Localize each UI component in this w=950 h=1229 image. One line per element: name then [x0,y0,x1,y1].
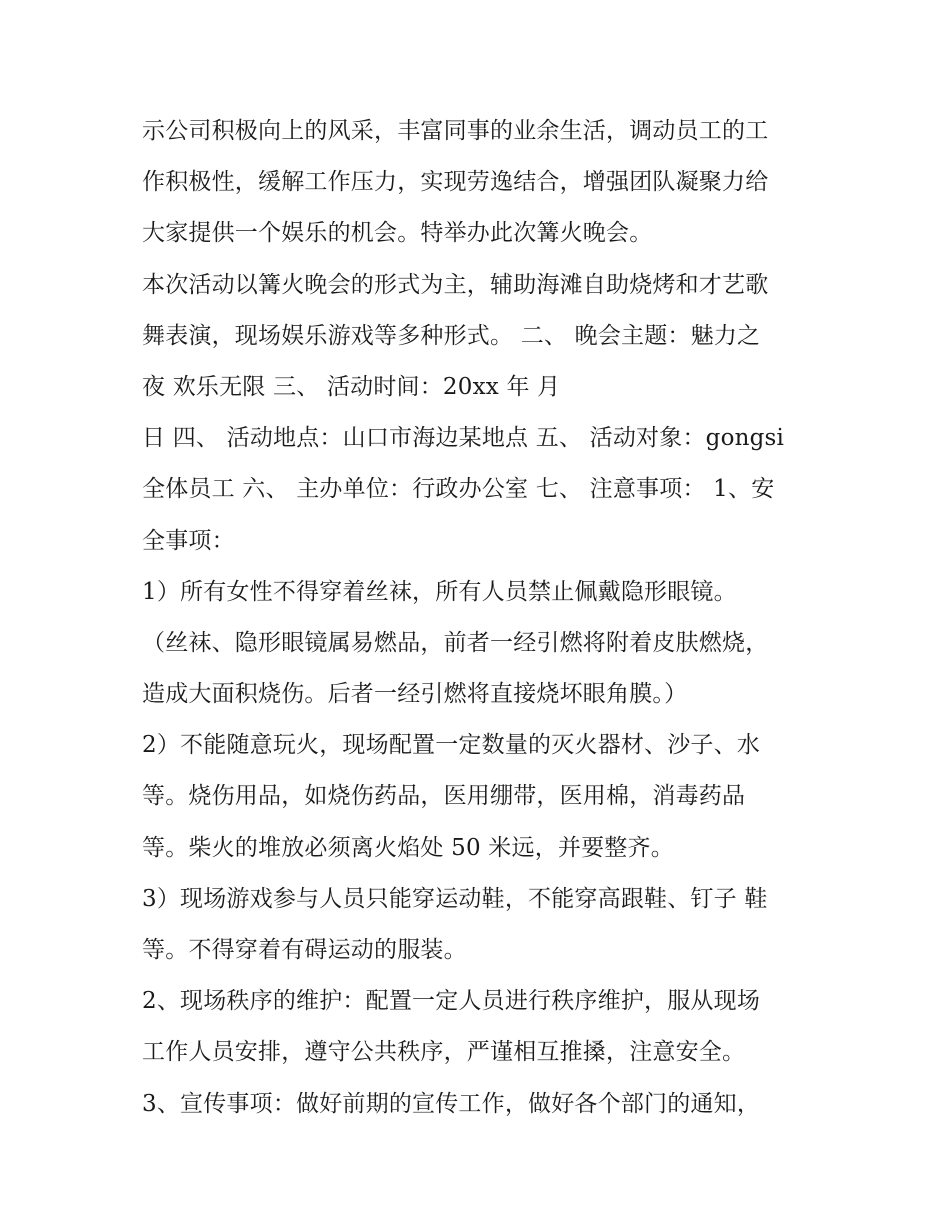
text-line: 2、现场秩序的维护：配置一定人员进行秩序维护，服从现场 [142,988,761,1015]
text-line: 等。烧伤用品，如烧伤药品，医用绷带，医用棉，消毒药品 [142,783,746,810]
text-line: 3）现场游戏参与人员只能穿运动鞋，不能穿高跟鞋、钉子 鞋 [142,885,768,912]
text-line: 夜 欢乐无限 三、 活动时间：20xx 年 月 [142,373,561,400]
text-line: 2）不能随意玩火，现场配置一定数量的灭火器材、沙子、水 [142,732,761,759]
text-line: 本次活动以篝火晚会的形式为主，辅助海滩自助烧烤和才艺歌 [142,271,769,298]
text-line: 全事项： [142,527,235,554]
text-line: 作积极性，缓解工作压力，实现劳逸结合，增强团队凝聚力给 [142,169,769,196]
text-line: 全体员工 六、 主办单位：行政办公室 七、 注意事项： 1、安 [142,476,775,503]
text-line: 1）所有女性不得穿着丝袜，所有人员禁止佩戴隐形眼镜。 [142,578,737,605]
text-line: 造成大面积烧伤。后者一经引燃将直接烧坏眼角膜。） [142,681,688,708]
text-line: 工作人员安排，遵守公共秩序，严谨相互推搡，注意安全。 [142,1039,746,1066]
document-body [142,112,822,1136]
text-line: （丝袜、隐形眼镜属易燃品，前者一经引燃将附着皮肤燃烧， [142,629,769,656]
text-line: 等。不得穿着有碍运动的服装。 [142,937,467,963]
text-line: 示公司积极向上的风采，丰富同事的业余生活，调动员工的工 [142,118,769,144]
text-line: 舞表演，现场娱乐游戏等多种形式。 二、 晚会主题：魅力之 [142,322,761,349]
text-line: 日 四、 活动地点：山口市海边某地点 五、 活动对象：gongsi [142,425,785,452]
text-line: 大家提供一个娱乐的机会。特举办此次篝火晚会。 [142,220,653,247]
text-line: 3、宣传事项：做好前期的宣传工作，做好各个部门的通知， [142,1090,761,1117]
text-line: 等。柴火的堆放必须离火焰处 50 米远，并要整齐。 [142,834,674,861]
